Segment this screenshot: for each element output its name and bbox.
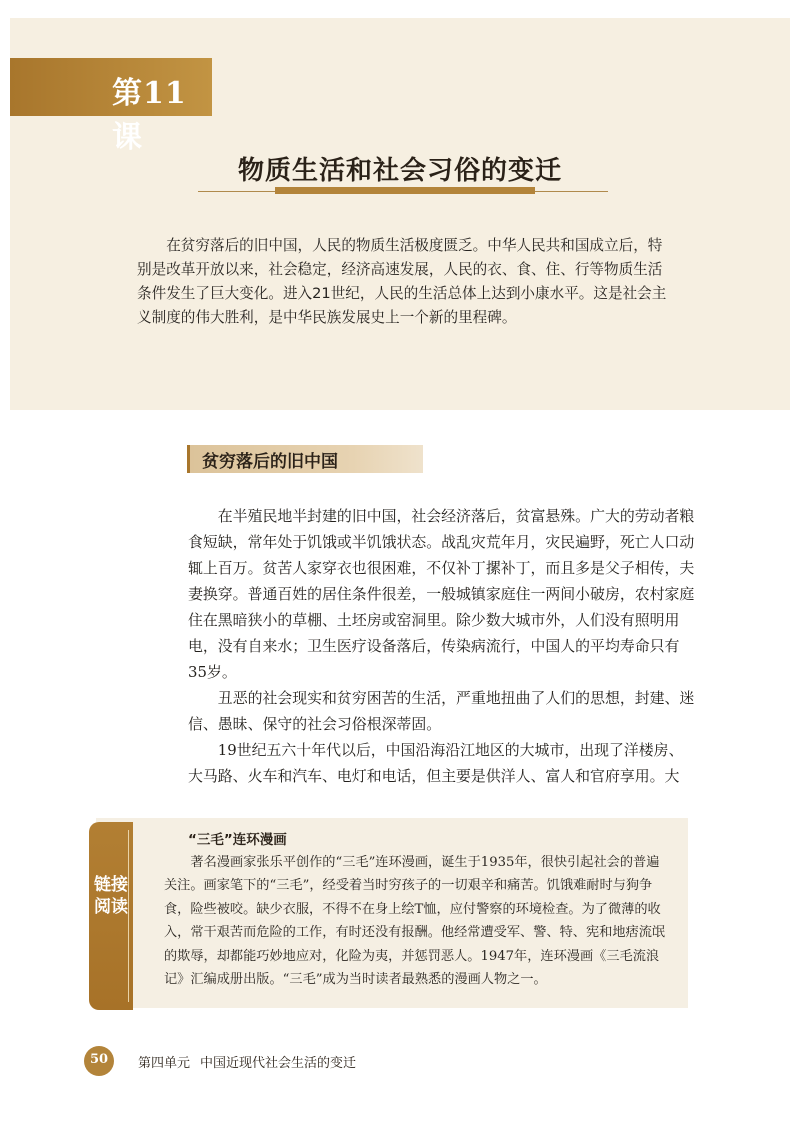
reading-tab-label: 链接阅读 [94,875,128,917]
intro-paragraph [137,234,667,330]
reading-text [164,851,672,991]
body-paragraph: 在半殖民地半封建的旧中国，社会经济落后，贫富悬殊。广大的劳动者粮食短缺，常年处于饥饿或半饥饿状态。战乱灾荒年月，灾民遍野，死亡人口动辄上百万。贫苦人家穿衣也很困难，不仅补丁摞补丁，而且多是父子相传，夫妻换穿。普通百姓的居住条件很差，一般城镇家庭住一两间小破房，农村家庭住在黑暗狭小的草棚、土坯房或窑洞里。除少数大城市外，人们没有照明用电，没有自来水；卫生医疗设备落后，传染病流行，中国人的平均寿命只有35岁。 [188,507,695,681]
lesson-title: 物质生活和社会习俗的变迁 [237,156,562,186]
body-paragraph: 19世纪五六十年代以后，中国沿海沿江地区的大城市，出现了洋楼房、大马路、火车和汽车、电灯和电话，但主要是供洋人、富人和官府享用。大 [188,741,684,785]
body-paragraph: 丑恶的社会现实和贫穷困苦的生活，严重地扭曲了人们的思想，封建、迷信、愚昧、保守的社会习俗根深蒂固。 [188,689,695,733]
intro-text: 在贫穷落后的旧中国，人民的物质生活极度匮乏。中华人民共和国成立后，特别是改革开放以来，社会稳定，经济高速发展，人民的衣、食、住、行等物质生活条件发生了巨大变化。进入21世纪，人民的生活总体上达到小康水平。这是社会主义制度的伟大胜利，是中华民族发展史上一个新的里程碑。 [137,237,667,326]
reading-tab-divider [128,830,129,1002]
section-heading [187,445,423,473]
lesson-tag [10,58,212,155]
title-rule-bar [275,187,535,194]
reading-paragraph: 著名漫画家张乐平创作的“三毛”连环漫画，诞生于1935年，很快引起社会的普遍关注。画家笔下的“三毛”，经受着当时穷孩子的一切艰辛和痛苦。饥饿难耐时与狗争食，险些被咬。缺少衣服，不得不在身上绘T恤，应付警察的环境检查。为了微薄的收入，常干艰苦而危险的工作，有时还没有报酬。他经常遭受军、警、特、宪和地痞流氓的欺辱，却都能巧妙地应对，化险为夷，并惩罚恶人。1947年，连环漫画《三毛流浪记》汇编成册出版。“三毛”成为当时读者最熟悉的漫画人物之一。 [164,855,666,988]
lesson-number: 第11课 [112,76,187,155]
footer-running-head [138,1052,356,1071]
page-number-badge [84,1046,114,1076]
footer-unit-title: 中国近现代社会生活的变迁 [200,1056,357,1071]
page-number: 50 [89,1052,109,1067]
reading-title: “三毛”连环漫画 [188,832,287,848]
footer-unit: 第四单元 [138,1056,191,1071]
body-text [188,503,696,789]
section-heading-text: 贫穷落后的旧中国 [202,452,338,472]
reading-tab [89,822,133,1010]
